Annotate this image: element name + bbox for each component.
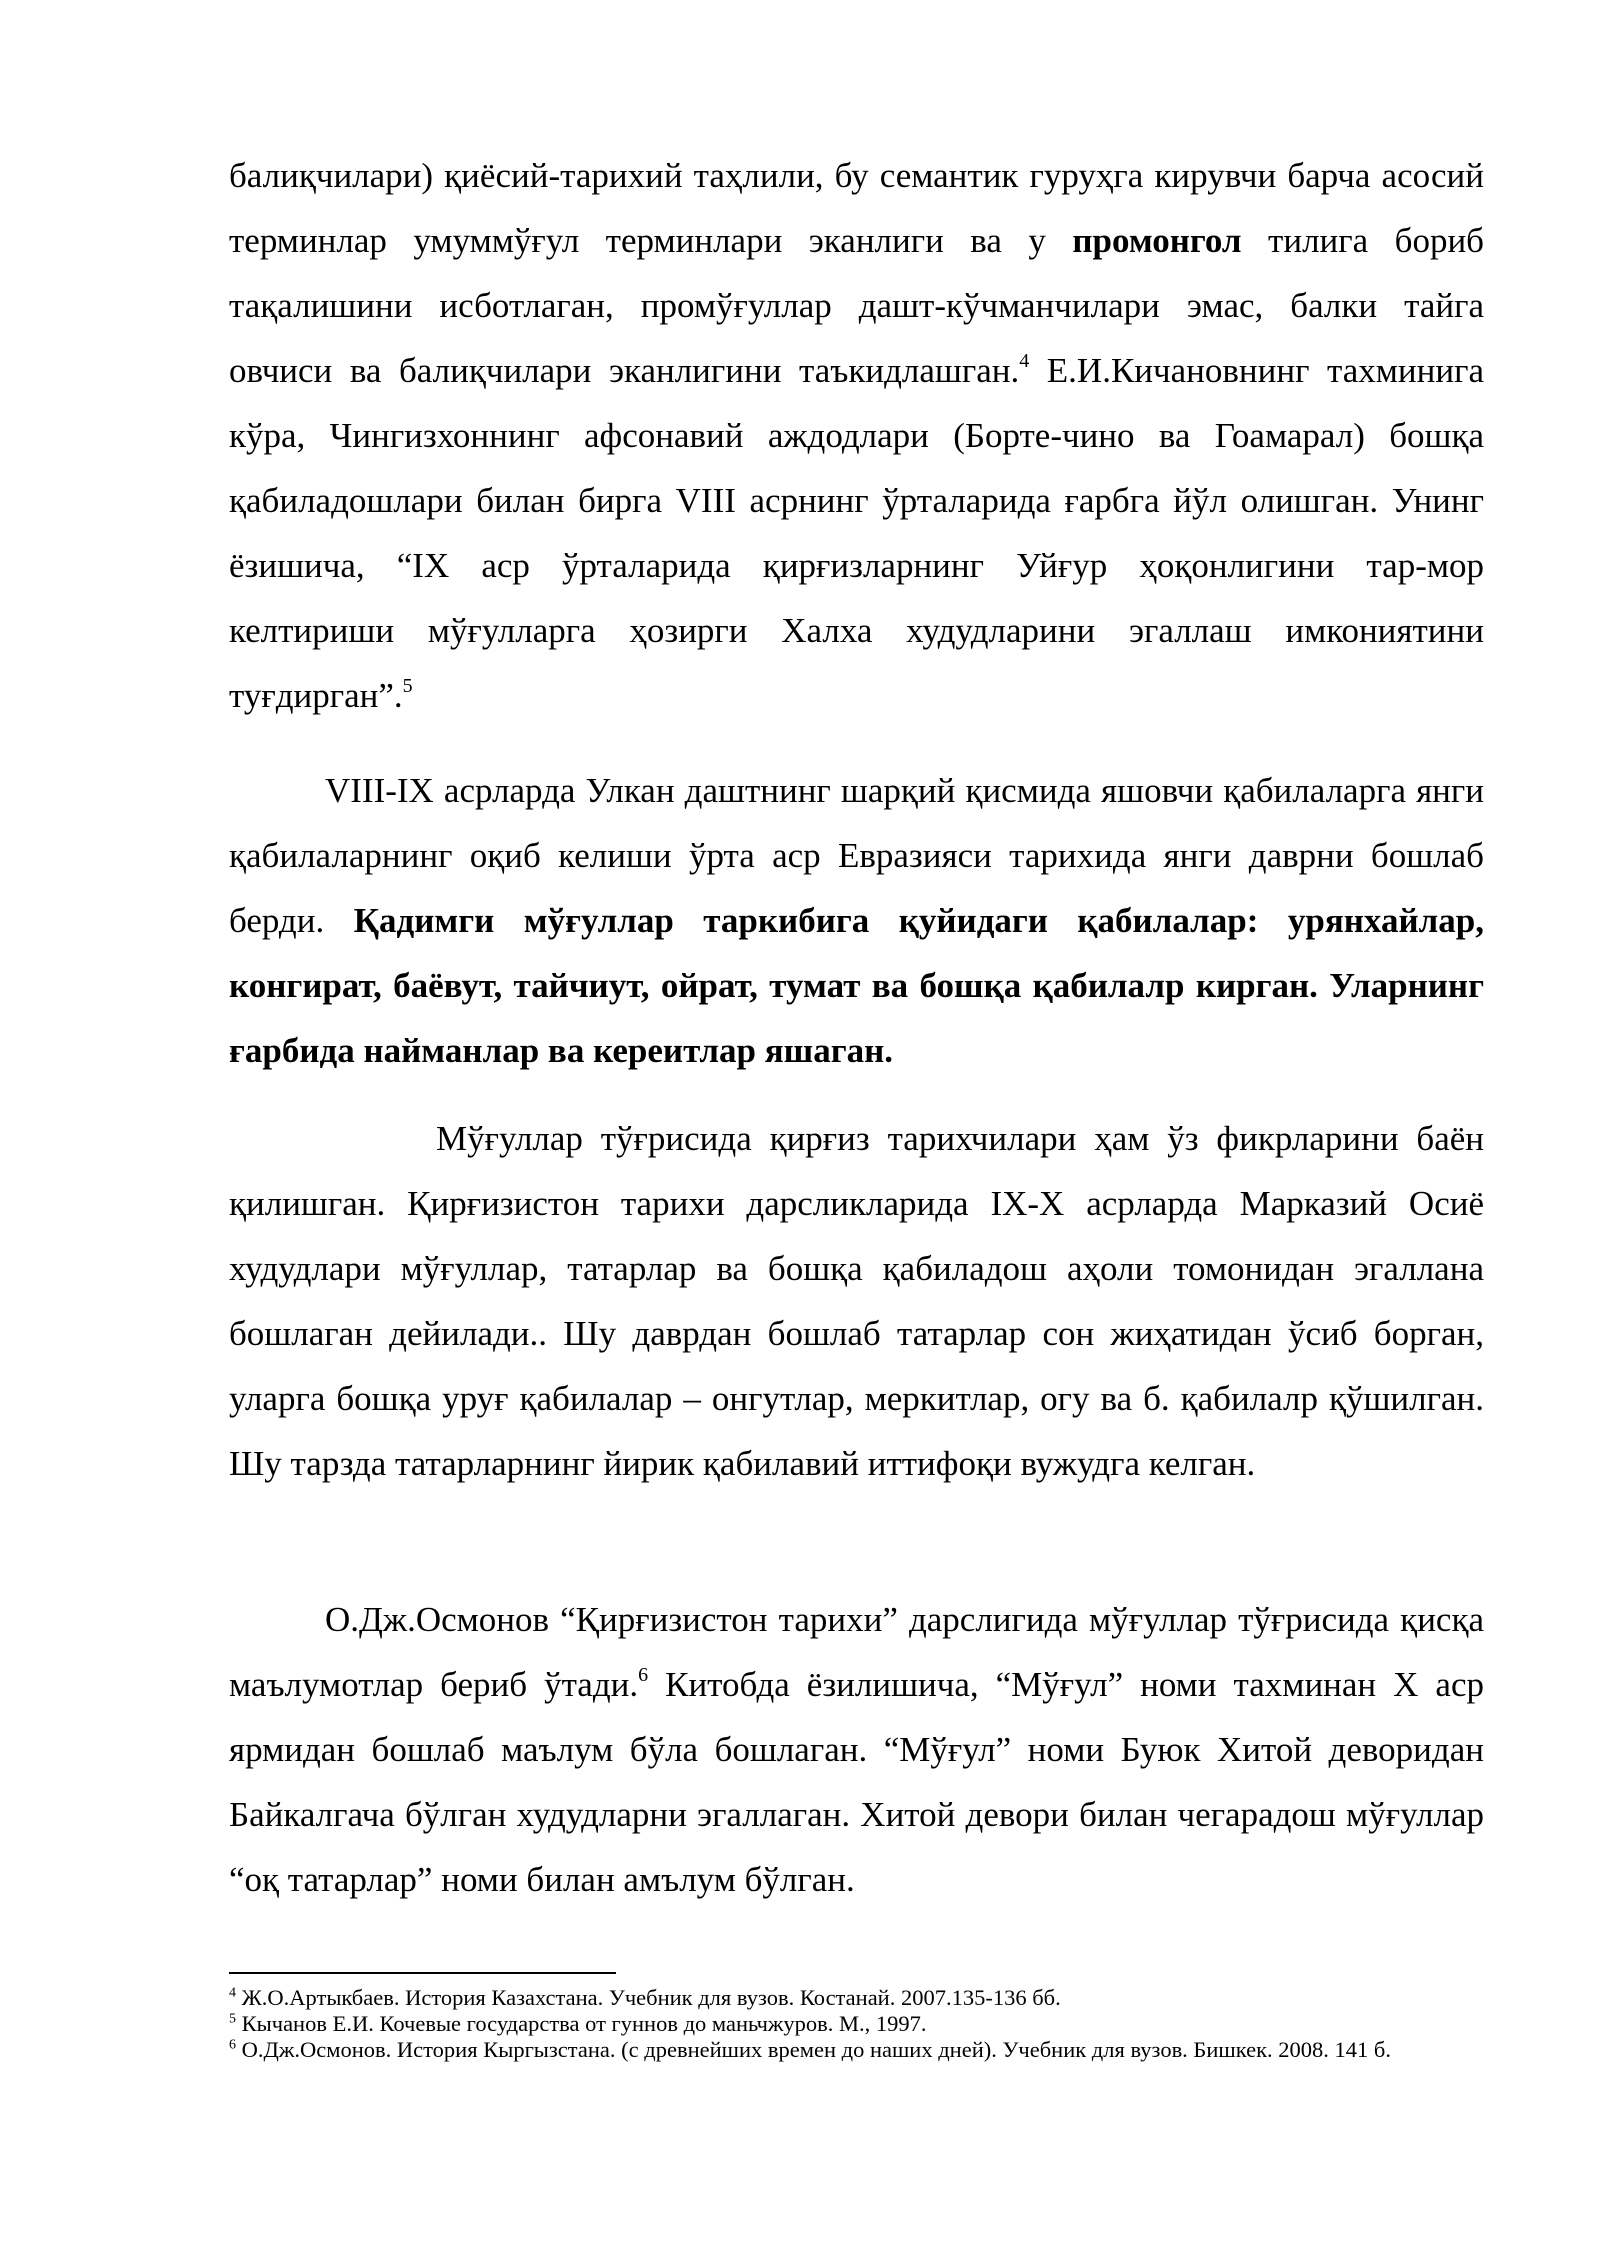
paragraph-1	[229, 143, 1484, 728]
paragraph-4-text-a: О.Дж.Осмонов “Қирғизистон тарихи” дарслигида мўғуллар тўғрисида қисқа маълумотлар бериб ўтади.	[229, 1600, 1484, 1704]
paragraph-4-text-b: Китобда ёзилишича, “Мўғул” номи тахминан X аср ярмидан бошлаб маълум бўла бошлаган. “Мўғул” номи Буюк Хитой деворидан Байкалгача бўлган худудларни эгаллаган. Хитой девори билан чегарадош мўғуллар “оқ татарлар” номи билан амълум бўлган.	[229, 1665, 1484, 1899]
paragraph-2-bold-text: Қадимги мўғуллар таркибига қуйидаги қабилалар: урянхайлар, конгират, баёвут, тайчиут, ойрат, тумат ва бошқа қабилалр кирган. Уларнинг ғарбида найманлар ва кереитлар яшаган.	[229, 901, 1484, 1070]
footnote-ref-5[interactable]: 5	[402, 675, 413, 697]
footnote-6	[229, 2037, 1484, 2063]
footnote-5	[229, 2011, 1484, 2037]
paragraph-2	[229, 758, 1484, 1083]
footnotes-section	[229, 1985, 1484, 2063]
paragraph-1-text-b: тилига бориб тақалишини исботлаган, промўғуллар дашт-кўчманчилари эмас, балки тайга овчиси ва балиқчилари эканлигини таъкидлашган.	[229, 221, 1484, 390]
footnote-ref-4[interactable]: 4	[1019, 350, 1030, 372]
footnote-5-number: 5	[229, 2011, 236, 2027]
paragraph-2-text: VIII-IX асрларда Улкан даштнинг шарқий қисмида яшовчи қабилаларга янги қабилаларнинг оқиб келиши ўрта аср Евразияси тарихида янги даврни бошлаб берди.	[229, 771, 1484, 940]
paragraph-4	[229, 1587, 1484, 1912]
footnote-6-number: 6	[229, 2037, 236, 2053]
footnote-5-text: Кычанов Е.И. Кочевые государства от гуннов до маньчжуров. М., 1997.	[236, 2011, 927, 2036]
paragraph-1-text-c: Е.И.Кичановнинг тахминига кўра, Чингизхоннинг афсонавий аждодлари (Борте-чино ва Гоамарал) бошқа қабиладошлари билан бирга VIII асрнинг ўрталарида ғарбга йўл олишган. Унинг ёзишича, “IX аср ўрталарида қирғизларнинг Уйғур ҳоқонлигини тар-мор келтириши мўғулларга ҳозирги Халха худудларини эгаллаш имкониятини туғдирган”.	[229, 351, 1484, 715]
footnote-4-number: 4	[229, 1985, 236, 2001]
footnote-ref-6[interactable]: 6	[638, 1664, 649, 1686]
footnote-4	[229, 1985, 1484, 2011]
paragraph-3	[229, 1106, 1484, 1496]
paragraph-3-text: Мўғуллар тўғрисида қирғиз тарихчилари ҳам ўз фикрларини баён қилишган. Қирғизистон тарихи дарсликларида IX-X асрларда Марказий Осиё худудлари мўғуллар, татарлар ва бошқа қабиладош аҳоли томонидан эгаллана бошлаган дейилади.. Шу даврдан бошлаб татарлар сон жиҳатидан ўсиб борган, уларга бошқа уруғ қабилалар – онгутлар, меркитлар, огу ва б. қабилалр қўшилган. Шу тарзда татарларнинг йирик қабилавий иттифоқи вужудга келган.	[229, 1119, 1484, 1483]
footnote-6-text: О.Дж.Осмонов. История Кыргызстана. (с древнейших времен до наших дней). Учебник для вузов. Бишкек. 2008. 141 б.	[236, 2037, 1391, 2062]
paragraph-1-text-a: балиқчилари) қиёсий-тарихий таҳлили, бу семантик гуруҳга кирувчи барча асосий терминлар умуммўғул терминлари эканлиги ва у	[229, 156, 1484, 260]
footnote-separator	[229, 1972, 616, 1974]
paragraph-1-bold-term: промонгол	[1072, 221, 1242, 260]
footnote-4-text: Ж.О.Артыкбаев. История Казахстана. Учебник для вузов. Костанай. 2007.135-136 бб.	[236, 1985, 1061, 2010]
